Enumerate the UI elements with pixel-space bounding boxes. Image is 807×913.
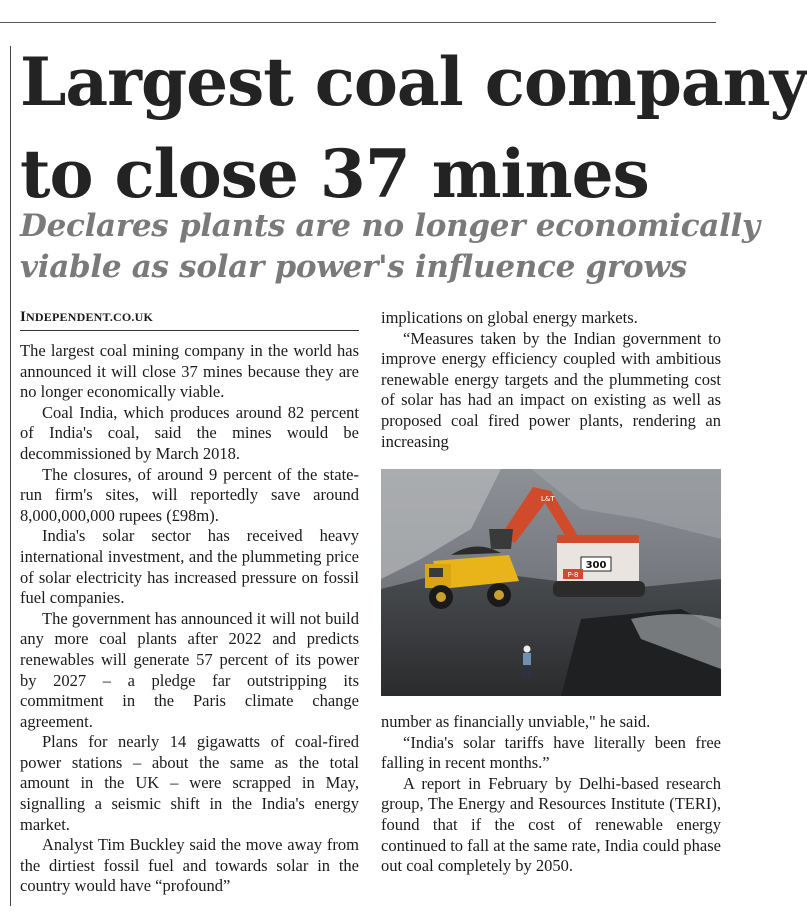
source-credit-initial: I — [20, 309, 27, 325]
excavator-tracks — [553, 581, 645, 597]
subheadline-line-2: viable as solar power's influence grows — [20, 249, 687, 285]
article-column-1 — [20, 341, 359, 897]
paragraph: “India's solar tariffs have literally been free falling in recent months.” — [381, 732, 721, 773]
worker-helmet — [524, 646, 531, 653]
excavator-code: P-8 — [567, 571, 579, 579]
left-rule — [10, 46, 11, 906]
paragraph: A report in February by Delhi-based research group, The Energy and Resources Institute (TERI), found that if the cost of renewable energy continued to fall at the same rate, India could phase out coal completely by 2050. — [381, 773, 721, 876]
excavator-bucket — [489, 529, 513, 549]
subheadline-line-1: Declares plants are no longer economically — [20, 208, 760, 244]
paragraph: number as financially unviable," he said. — [381, 712, 651, 731]
excavator-label: L&T — [541, 495, 555, 503]
paragraph: Coal India, which produces around 82 percent of India's coal, said the mines would be decommissioned by March 2018. — [20, 402, 359, 463]
worker-body — [523, 653, 531, 665]
paragraph: The largest coal mining company in the world has announced it will close 37 mines because they are no longer economically viable. — [20, 341, 359, 402]
headline — [20, 36, 807, 220]
paragraph: Analyst Tim Buckley said the move away from the dirtiest fossil fuel and towards solar in the country would have “profound” — [20, 835, 359, 896]
paragraph: Plans for nearly 14 gigawatts of coal-fired power stations – about the same as the total amount in the UK – were scrapped in May, signalling a seismic shift in the India's energy market. — [20, 732, 359, 834]
headline-line-2: to close 37 mines — [20, 135, 649, 213]
article-column-2-bottom — [381, 712, 721, 877]
excavator-number: 300 — [585, 560, 607, 571]
top-rule — [0, 22, 716, 23]
mine-photo — [381, 469, 721, 696]
paragraph: The closures, of around 9 percent of the state-run firm's sites, will reportedly save around 8,000,000,000 rupees (£98m). — [20, 464, 359, 525]
paragraph: India's solar sector has received heavy international investment, and the plummeting price of solar electricity has increased pressure on fossil fuel companies. — [20, 526, 359, 608]
paragraph: “Measures taken by the Indian government to improve energy efficiency coupled with ambitious renewable energy targets and the plummeting cost of solar has had an impact on existing as well as proposed coal fired power plants, rendering an increasing — [381, 328, 721, 451]
source-credit — [20, 309, 359, 331]
subheadline — [20, 206, 760, 288]
truck-window — [429, 568, 443, 577]
source-credit-rest: NDEPENDENT.CO.UK — [26, 310, 154, 324]
mine-photo-illustration — [381, 469, 721, 696]
paragraph: The government has announced it will not build any more coal plants after 2022 and predicts renewables will generate 57 percent of its power by 2027 – a pledge far outstripping its commitment in the Paris climate change agreement. — [20, 608, 359, 731]
headline-line-1: Largest coal company — [20, 43, 807, 121]
paragraph: implications on global energy markets. — [381, 308, 638, 327]
article-column-2-top — [381, 308, 721, 452]
